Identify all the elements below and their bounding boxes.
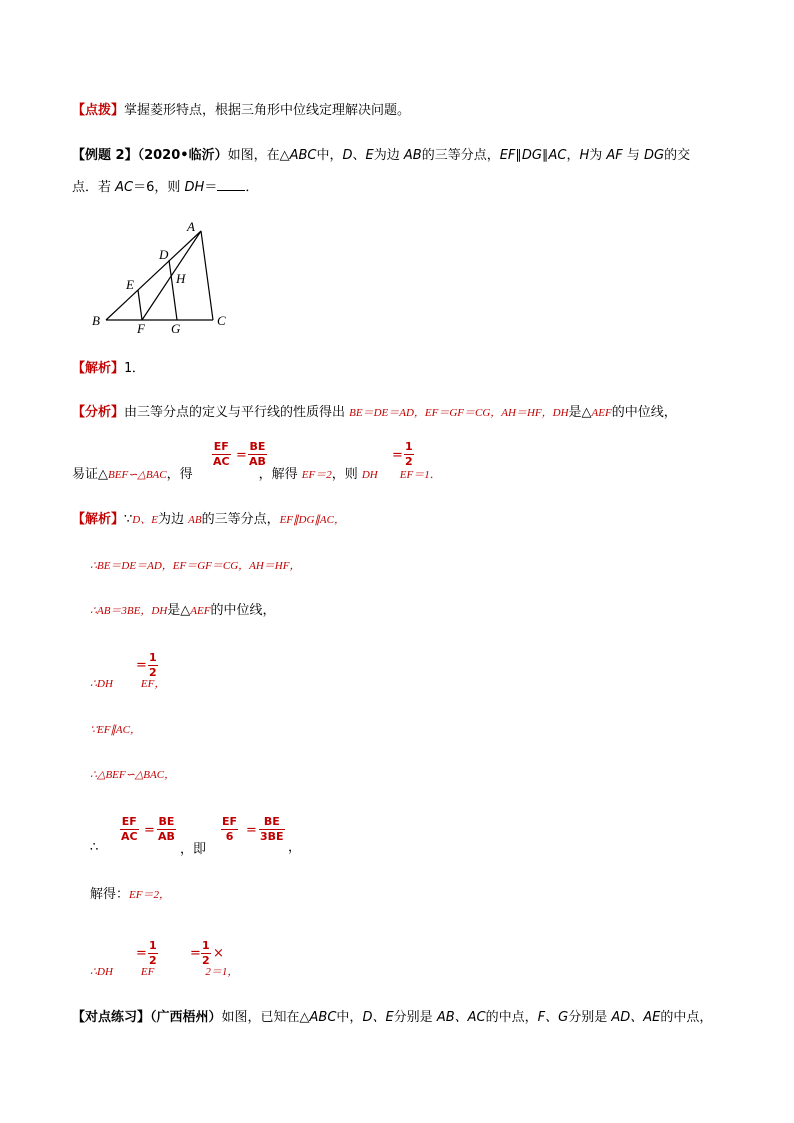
denominator: 2 bbox=[149, 666, 157, 679]
solution-line-5 bbox=[90, 720, 141, 740]
example-var: DH bbox=[184, 180, 205, 195]
analysis-math: EF＝1． bbox=[399, 469, 441, 481]
solution-line-4 bbox=[90, 674, 165, 694]
solution-line-2 bbox=[90, 556, 300, 576]
analysis-text: ，则 bbox=[331, 467, 362, 482]
equals-sign: = bbox=[392, 448, 403, 463]
fraction-be-3be bbox=[259, 815, 285, 844]
analysis-math: BEF∽△BAC bbox=[108, 469, 167, 481]
numerator: BE bbox=[249, 440, 266, 453]
denominator: 6 bbox=[225, 830, 234, 843]
tip-line bbox=[72, 101, 410, 121]
label-d: D bbox=[159, 247, 169, 262]
denominator: AB bbox=[249, 455, 266, 468]
example-text: ＝ bbox=[204, 180, 218, 195]
example-var: E bbox=[365, 148, 374, 163]
solution-math: ∴AB＝3BE，DH bbox=[90, 605, 168, 617]
practice-text: 中， bbox=[336, 1010, 363, 1025]
numerator: EF bbox=[121, 815, 137, 828]
label-a: A bbox=[187, 219, 195, 234]
analysis-math: AEF bbox=[591, 407, 612, 419]
analysis-text: 的中位线， bbox=[611, 405, 677, 420]
example-var: ABC bbox=[289, 148, 317, 163]
analysis-text: 是△ bbox=[568, 405, 592, 420]
practice-text: 分别是 bbox=[568, 1010, 612, 1025]
example-text: 的交 bbox=[664, 148, 691, 163]
segment-ba bbox=[106, 231, 201, 320]
solution-text: 是△ bbox=[167, 603, 191, 618]
solution-math: ∴DH bbox=[90, 678, 113, 690]
example-text: 与 bbox=[622, 148, 645, 163]
solution-tag: 【解析】 bbox=[72, 512, 125, 527]
therefore-sign: ∴ bbox=[90, 840, 99, 855]
denominator: 3BE bbox=[260, 830, 284, 843]
example-text: ． bbox=[245, 180, 259, 195]
analysis-text: 由三等分点的定义与平行线的性质得出 bbox=[124, 405, 350, 420]
triangle-figure bbox=[86, 215, 236, 337]
solution-math: EF∥DG∥AC， bbox=[279, 514, 345, 526]
example-text: 为边 bbox=[373, 148, 404, 163]
tip-tag: 【点拨】 bbox=[72, 103, 125, 118]
example-text: 如图，在△ bbox=[227, 148, 290, 163]
example-source: （2020•临沂） bbox=[137, 148, 228, 163]
example-text: 的三等分点， bbox=[421, 148, 500, 163]
analysis-text: ，解得 bbox=[258, 467, 302, 482]
solution-math: AB bbox=[188, 514, 202, 526]
denominator: 2 bbox=[405, 455, 413, 468]
times-sign: × bbox=[213, 946, 224, 961]
equals-sign: = bbox=[190, 946, 201, 961]
numerator: 1 bbox=[149, 651, 157, 664]
solution-text: 为边 bbox=[157, 512, 189, 527]
equals-sign: = bbox=[144, 823, 155, 838]
analysis-line-1 bbox=[72, 403, 677, 423]
example-text: 为 bbox=[589, 148, 607, 163]
segment-af bbox=[142, 231, 201, 320]
solution-text: ∵ bbox=[124, 512, 133, 527]
analysis-text: ，得 bbox=[166, 467, 193, 482]
denominator: AC bbox=[213, 455, 230, 468]
equals-sign: = bbox=[136, 946, 147, 961]
example-var: DG bbox=[644, 148, 665, 163]
solution-math: ∴△BEF∽△BAC， bbox=[90, 769, 176, 781]
analysis-line-2 bbox=[72, 465, 441, 485]
solution-line-9 bbox=[90, 962, 238, 982]
practice-source: （广西梧州） bbox=[150, 1010, 222, 1025]
solution-text: 解得： bbox=[90, 887, 130, 902]
label-c: C bbox=[217, 313, 226, 328]
practice-text: 分别是 bbox=[393, 1010, 437, 1025]
example-line-1 bbox=[72, 146, 690, 166]
numerator: BE bbox=[259, 815, 285, 830]
answer-blank bbox=[217, 178, 245, 191]
practice-var: F、G bbox=[537, 1010, 569, 1025]
equals-sign: = bbox=[246, 823, 257, 838]
denominator: AC bbox=[121, 830, 138, 843]
solution-math: ∴BE＝DE＝AD，EF＝GF＝CG，AH＝HF， bbox=[90, 560, 301, 572]
example-text: 、 bbox=[352, 148, 366, 163]
label-g: G bbox=[171, 321, 181, 336]
equals-sign: = bbox=[136, 658, 147, 673]
solution-math: EF＝2， bbox=[129, 889, 170, 901]
solution-line-3 bbox=[90, 601, 275, 621]
fraction-ef-6 bbox=[221, 815, 238, 844]
example-text: ， bbox=[566, 148, 580, 163]
solution-line-6 bbox=[90, 765, 175, 785]
numerator: 1 bbox=[202, 939, 210, 952]
example-tag: 【例题 2】 bbox=[72, 148, 138, 163]
solution-text: 的中位线， bbox=[210, 603, 276, 618]
example-line-2 bbox=[72, 178, 258, 198]
comma: ， bbox=[288, 840, 302, 855]
label-f: F bbox=[137, 321, 145, 336]
practice-text: 的中点， bbox=[660, 1010, 713, 1025]
answer-line bbox=[72, 359, 145, 379]
label-h: H bbox=[176, 271, 186, 286]
analysis-text: 易证△ bbox=[72, 467, 108, 482]
fraction-ef-ac bbox=[120, 815, 139, 844]
equals-sign: = bbox=[236, 448, 247, 463]
numerator: 1 bbox=[149, 939, 157, 952]
analysis-tag: 【分析】 bbox=[72, 405, 125, 420]
practice-line bbox=[72, 1008, 712, 1028]
denominator: AB bbox=[158, 830, 175, 843]
example-var: AB bbox=[403, 148, 422, 163]
practice-var: ABC bbox=[309, 1010, 337, 1025]
example-text: 点．若 bbox=[72, 180, 116, 195]
example-var: AC bbox=[115, 180, 134, 195]
solution-text: 的三等分点， bbox=[201, 512, 280, 527]
numerator: 1 bbox=[405, 440, 413, 453]
practice-var: AB、AC bbox=[436, 1010, 486, 1025]
example-var: D bbox=[342, 148, 353, 163]
example-text: 中， bbox=[316, 148, 343, 163]
denominator: 2 bbox=[149, 954, 157, 967]
fraction-be-ab bbox=[157, 815, 176, 844]
practice-text: 如图，已知在△ bbox=[221, 1010, 310, 1025]
solution-math: EF， bbox=[140, 678, 166, 690]
analysis-math: BE＝DE＝AD，EF＝GF＝CG，AH＝HF，DH bbox=[349, 407, 569, 419]
example-var: H bbox=[579, 148, 590, 163]
denominator: 2 bbox=[202, 954, 210, 967]
ji-text: ，即 bbox=[180, 842, 207, 857]
practice-var: AD、AE bbox=[611, 1010, 661, 1025]
practice-tag: 【对点练习】 bbox=[72, 1010, 151, 1025]
example-var: EF∥DG∥AC bbox=[499, 148, 567, 163]
example-text: ＝6，则 bbox=[133, 180, 185, 195]
numerator: EF bbox=[222, 815, 238, 828]
segment-ac bbox=[201, 231, 213, 320]
example-var: AF bbox=[606, 148, 623, 163]
answer-value: 1． bbox=[124, 361, 145, 376]
label-b: B bbox=[92, 313, 100, 328]
solution-line-1 bbox=[72, 510, 345, 530]
tip-text: 掌握菱形特点，根据三角形中位线定理解决问题。 bbox=[124, 103, 411, 118]
solution-math: D、E bbox=[132, 514, 158, 526]
practice-text: 的中点， bbox=[485, 1010, 538, 1025]
practice-var: D、E bbox=[362, 1010, 394, 1025]
segment-ef bbox=[138, 290, 142, 320]
solution-math: 2＝1， bbox=[205, 966, 239, 978]
solution-math: ∵EF∥AC， bbox=[90, 724, 141, 736]
solution-math: ∴DH bbox=[90, 966, 113, 978]
numerator: BE bbox=[158, 815, 175, 828]
label-e: E bbox=[126, 277, 134, 292]
numerator: EF bbox=[213, 440, 229, 453]
analysis-math: DH bbox=[361, 469, 378, 481]
solution-math: AEF bbox=[190, 605, 211, 617]
solution-line-8 bbox=[90, 885, 170, 905]
answer-tag: 【解析】 bbox=[72, 361, 125, 376]
analysis-math: EF＝2 bbox=[301, 469, 332, 481]
solution-math: EF bbox=[140, 966, 155, 978]
